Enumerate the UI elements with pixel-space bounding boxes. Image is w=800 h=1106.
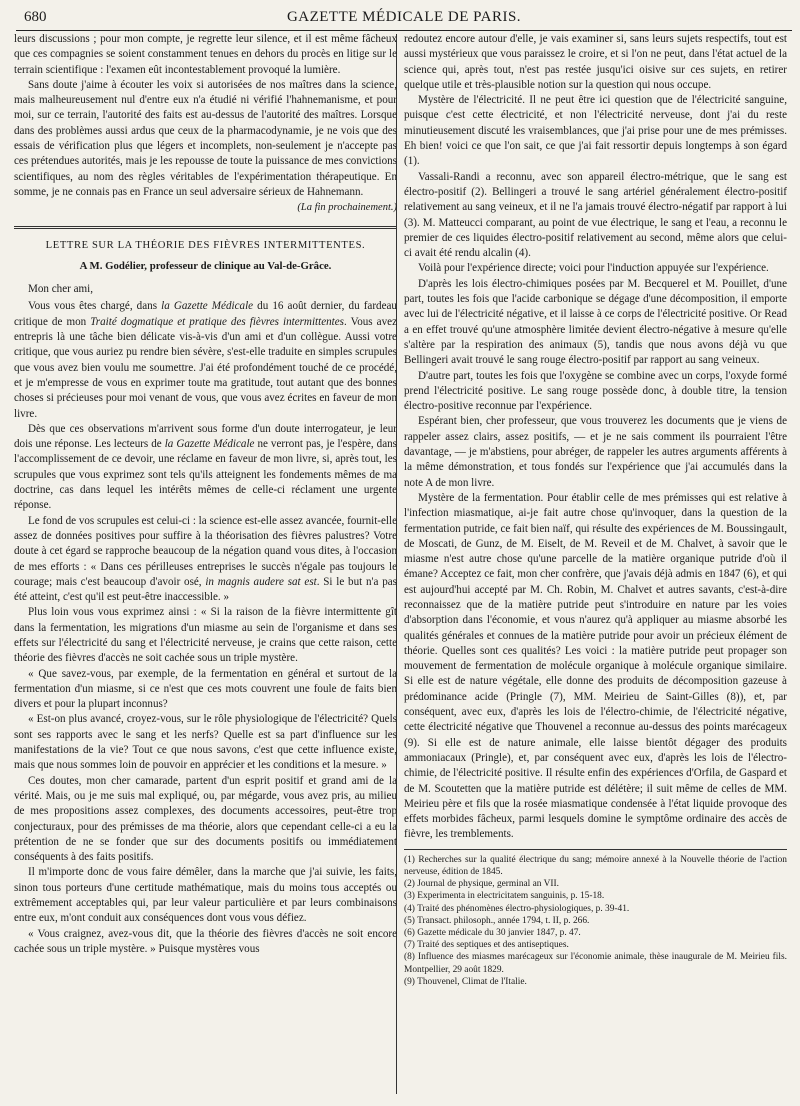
footnote: (2) Journal de physique, germinal an VII. xyxy=(404,879,559,890)
paragraph: Dès que ces observations m'arrivent sous forme d'un doute interrogateur, je leur dois une réponse. Les lecteurs de la Gazette Médicale ne verront pas, je l'espère, dans l'accomplissement de ce devoir, une réclame en faveur de mon livre, si, après tout, les scrupules que vous exprimez sont tels qu'ils atteignent les fondements mêmes de ma doctrine, cas dans lequel les intérêts mêmes de celle-ci réclament une urgente réponse. xyxy=(14,422,397,512)
article-addressee: A M. Godélier, professeur de clinique au Val-de-Grâce. xyxy=(79,259,332,272)
footnote: (3) Experimenta in electricitatem sanguinis, p. 15-18. xyxy=(404,891,605,902)
paragraph: Ces doutes, mon cher camarade, partent d'un esprit positif et grand ami de la vérité. Mais, ou je me suis mal expliqué, ou, par mégarde, vous avez pris, au milieu de mes propositions assez complexes, des documents accessoires, peut-être trop conjecturaux, pour des prémisses de ma théorie, alors que cependant celle-ci a eu la prétention de ne se fonder que sur des documents positifs ou immédiatement conséquents à des faits positifs. xyxy=(14,774,397,864)
footnote: (8) Influence des miasmes marécageux sur l'économie animale, thèse inaugurale de M. Meirieu fils. Montpellier, 29 août 1829. xyxy=(404,952,787,975)
paragraph: redoutez encore autour d'elle, je vais examiner si, sans leurs sujets respectifs, tout est aussi mystérieux que vous paraissez le croire, et si l'on ne peut, dans l'état actuel de la science qui, après tout, n'est pas restée jusqu'ici oisive sur ces sujets, en retirer quelque utile et très-plausible notion sur la question qui nous occupe. xyxy=(404,33,787,91)
paragraph: Mystère de l'électricité. Il ne peut être ici question que de l'électricité sanguine, puisque c'est cette électricité, et non l'électricité nerveuse, dont j'ai du reste minutieusement discuté les vraisemblances, que j'ai prise pour une de mes prémisses. Eh bien! voici ce que l'on sait, ce que j'ai fait ressortir depuis longtemps à son égard (1). xyxy=(404,94,787,168)
page-number: 680 xyxy=(24,9,47,25)
paragraph: Le fond de vos scrupules est celui-ci : la science est-elle assez avancée, fournit-elle assez de données positives pour suffire à la théorisation des fièvres palustres? Votre doute à cet égard se rapproche beaucoup de la négation quand vous dites, à l'occasion de mes efforts : « Dans ces périlleuses entreprises le succès n'égale pas toujours le courage; mais c'est beaucoup d'avoir osé, in magnis audere sat est. Si le but n'a pas été atteint, c'est qu'il est peut-être inaccessible. » xyxy=(14,514,398,604)
left-column xyxy=(14,32,397,957)
footnotes xyxy=(404,849,787,988)
paragraph: Il m'importe donc de vous faire démêler, dans la marche que j'ai suivie, les faits, sinon tous porteurs d'une certitude mathématique, mais du moins tous acceptés ou extrêmement acceptables qui, par leur valeur particulière et par leurs combinaisons entre eux, m'ont conduit aux conséquences dont vous vous défiez. xyxy=(14,866,397,925)
paragraph: Plus loin vous vous exprimez ainsi : « Si la raison de la fièvre intermittente gît dans la fermentation, les migrations d'un miasme au sein de l'organisme et dans ses effets sur l'électricité du sang et l'électricité nerveuse, je crains que cette raison, cette théorie des fièvres d'accès ne soit cachée sous un triple mystère. xyxy=(14,606,397,665)
journal-title: GAZETTE MÉDICALE DE PARIS. xyxy=(286,9,522,25)
footnote: (9) Thouvenel, Climat de l'Italie. xyxy=(404,976,527,987)
footnote: (1) Recherches sur la qualité électrique du sang; mémoire annexé à la Nouvelle théorie de l'action nerveuse, édition de 1845. xyxy=(404,854,787,877)
paragraph: Voilà pour l'expérience directe; voici pour l'induction appuyée sur l'expérience. xyxy=(418,262,769,275)
paragraph: Mystère de la fermentation. Pour établir celle de mes prémisses qui est relative à l'infection miasmatique, ai-je fait autre chose qu'invoquer, dans la question de la fermentation putride, ce fait bien naïf, qui résulte des expériences de M. Boussingault, de Moscati, de Gunz, de M. Eiselt, de M. Reveil et de M. Chalvet, à savoir que le miasme n'est autre chose qu'une parcelle de la matière organique putride d'où il émane? Acceptez ce fait, mon cher confrère, que j'avais déjà admis en 1847 (6), et qui est aujourd'hui accepté par M. Ch. Robin, M. Chalvet et autres savants, c'est-à-dire reconnaissez que de la matière putride peut s'introduire en nature par les voies d'absorption dans l'économie, et vous n'aurez qu'à appliquer au miasme absorbé les qualités générales et connues de la matière putride pour avoir un précieux élément de théorie. Quelles sont ces qualités? Les voici : la matière putride peut propager son mouvement de fermentation de molécule organique à molécule organique similaire. Si elle est de nature végétale, elle donne des produits de décomposition gazeuse à prédominance acide (Pringle (7), MM. Meirieu de Saint-Gilles (8)), et, par conséquent, avec eux, d'après les lois de l'électro-chimie, de l'électricité négative, cette électricité négative que Thouvenel a reconnue au-dessus des points marécageux (9). Si elle est de nature animale, elle laisse bientôt dégager des produits ammoniacaux (Pringle), et, par conséquent avec eux, d'après les lois de l'électro-chimie, de l'électricité positive. Il résulte enfin des expériences d'Orfila, de Gaspard et de M. Scoutetten que la matière putride est délétère; il suit même de celles de MM. Meirieu père et fils que la rosée miasmatique condensée à l'état liquide provoque des effets morbides fâcheux, parmi lesquels domine le symptôme ordinaire des accès de fièvre, les tremblements. xyxy=(404,491,787,841)
paragraph: Sans doute j'aime à écouter les voix si autorisées de nos maîtres dans la science, mais malheureusement nul d'entre eux n'a étudié ni vérifié l'hahnemanisme, et pour moi, sur ce terrain, l'autorité des faits est au-dessus de l'autorité des maîtres. Lorsque dans des problèmes aussi ardus que ceux de la pharmacodynamie, je ne vois que des essais de vérification plus que légers et incomplets, non-seulement je n'accepte pas ces prétendues autorités, mais je les repousse de toute la puissance de mes convictions scientifiques, au nom des règles véritables de l'expérimentation thérapeutique. En somme, je ne connais pas en France un seul adversaire sérieux de Hahnemann. xyxy=(14,78,397,198)
footnote: (5) Transact. philosoph., année 1794, t. II, p. 266. xyxy=(404,915,590,926)
footnote: (4) Traité des phénomènes électro-physiologiques, p. 39-41. xyxy=(404,903,630,914)
paragraph: D'après les lois électro-chimiques posées par M. Becquerel et M. Pouillet, d'une part, toutes les fois que l'acide carbonique se dégage d'une décomposition, il emporte avec lui de l'électricité négative, et il laisse à ce corps de l'électricité positive. Or Read a en effet trouvé qu'une atmosphère limitée devient électro-négative à mesure qu'elle s'altère par la respiration des animaux (5), tandis que nous avons déjà vu que Bellingeri avait trouvé le sang rouge électro-positif par rapport au sang veineux. xyxy=(404,277,787,367)
paragraph: Vassali-Randi a reconnu, avec son appareil électro-métrique, que le sang est électro-positif (2). Bellingeri a trouvé le sang artériel généralement électro-positif relativement au sang veineux, et il ne l'a jamais trouvé électro-négatif par rapport à lui (3). M. Matteucci comparant, au point de vue électrique, le sang et l'eau, a reconnu le premier de ces liquides électro-positif relativement au second, même alors que celui-ci avait été rendu alcalin (4). xyxy=(404,170,787,260)
paragraph: leurs discussions ; pour mon compte, je regrette leur silence, et il est même fâcheux que ces compagnies se soient constamment tenues en dehors du procès en litige sur le terrain scientifique : l'examen eût incontestablement provoqué la lumière. xyxy=(14,33,397,76)
right-column xyxy=(404,32,787,988)
footnote: (7) Traité des septiques et des antiseptiques. xyxy=(404,940,569,951)
paragraph: « Vous craignez, avez-vous dit, que la théorie des fièvres d'accès ne soit encore cachée sous un triple mystère. » Puisque mystères vous xyxy=(14,927,397,955)
footnote: (6) Gazette médicale du 30 janvier 1847, p. 47. xyxy=(404,927,581,938)
paragraph: « Est-on plus avancé, croyez-vous, sur le rôle physiologique de l'électricité? Quels sont ses rapports avec le sang et les nerfs? Quelle est sa part d'influence sur les manifestations de la vie? Tout ce que nous savons, c'est que cette influence existe, mais que nous sommes loin de pouvoir en apprécier et les conditions et la mesure. » xyxy=(14,713,397,772)
paragraph: « Que savez-vous, par exemple, de la fermentation en général et surtout de la fermentation d'un miasme, si ce n'est que ces mots couvrent une foule de faits bien divers et pour la plupart inconnus? xyxy=(14,667,397,711)
paragraph: D'autre part, toutes les fois que l'oxygène se combine avec un corps, l'oxyde formé prend l'électricité positive. Le sang rouge possède donc, à double titre, la tension électro-positive reconnue par l'expérience. xyxy=(404,369,787,413)
page-header xyxy=(16,0,792,31)
section-divider xyxy=(14,226,397,229)
greeting: Mon cher ami, xyxy=(28,283,94,296)
paragraph: Vous vous êtes chargé, dans la Gazette Médicale du 16 août dernier, du fardeau critique de mon Traité dogmatique et pratique des fièvres intermittentes. Vous avez entrepris là une tâche bien délicate vis-à-vis d'un ami et d'un collègue. Aussi votre critique, que vous auriez pu rendre bien sévère, s'est-elle traduite en simples scrupules que vous avez bien voulu me soumettre. J'ai été profondément touché de ce procédé, et je m'empresse de vous en exprimer toute ma gratitude, tout autant que des bonnes choses si précieuses pour moi venant de vous, que vous avez écrites en faveur de mon livre. xyxy=(14,300,397,420)
continuation-note: (La fin prochainement.) xyxy=(297,202,397,214)
paragraph: Espérant bien, cher professeur, que vous trouverez les documents que je viens de rappeler assez clairs, assez positifs, — et je ne sais comment ils pourraient l'être davantage, — je m'abstiens, pour abréger, de rappeler les autres arguments afférents à la même démonstration, et tous fondés sur l'expérience que j'ai accumulés dans la note A de mon livre. xyxy=(404,415,787,489)
article-title: LETTRE SUR LA THÉORIE DES FIÈVRES INTERMITTENTES. xyxy=(45,239,366,251)
